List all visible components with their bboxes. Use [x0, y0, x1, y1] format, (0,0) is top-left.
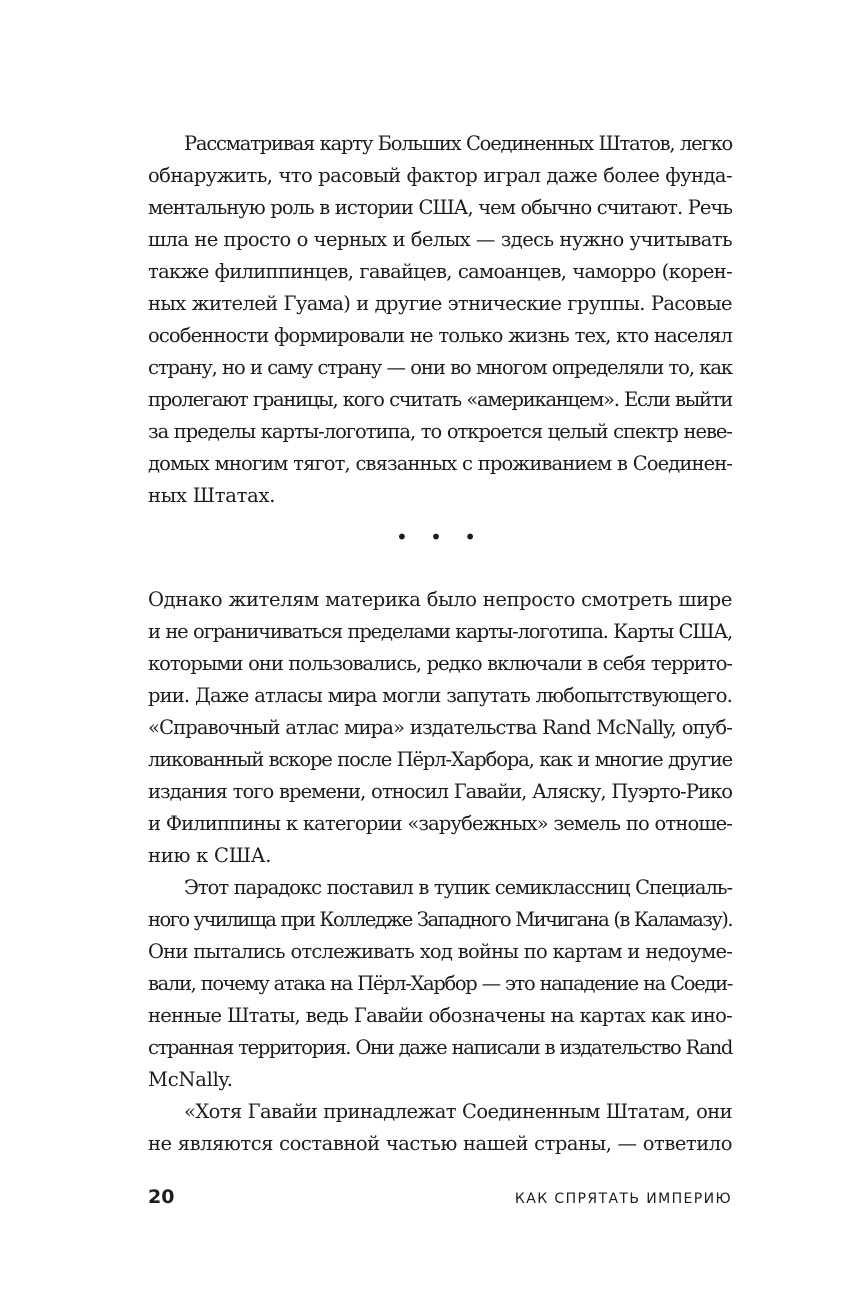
text-line: ного училища при Колледже Западного Мичигана (в Каламазу).: [148, 908, 732, 931]
text-line: домых многим тягот, связанных с проживанием в Соединен-: [148, 452, 732, 475]
text-line: «Хотя Гавайи принадлежат Соединенным Штатам, они: [184, 1100, 732, 1123]
text-line: ных Штатах.: [148, 484, 276, 507]
text-line: вали, почему атака на Пёрл-Харбор — это нападение на Соеди-: [148, 972, 732, 995]
text-line: McNally.: [148, 1068, 233, 1091]
text-line: ментальную роль в истории США, чем обычно считают. Речь: [148, 196, 732, 219]
text-line: «Справочный атлас мира» издательства Rand McNally, опуб-: [148, 716, 732, 739]
text-line: ных жителей Гуама) и другие этнические группы. Расовые: [148, 292, 732, 315]
text-line: обнаружить, что расовый фактор играл даже более фунда-: [148, 164, 732, 187]
text-line: рии. Даже атласы мира могли запутать любопытствующего.: [148, 684, 732, 707]
text-line: особенности формировали не только жизнь тех, кто населял: [148, 324, 732, 347]
text-line: пролегают границы, кого считать «американцем». Если выйти: [148, 388, 732, 411]
text-line: Они пытались отслеживать ход войны по картам и недоуме-: [148, 940, 732, 963]
running-title: КАК СПРЯТАТЬ ИМПЕРИЮ: [514, 1191, 732, 1207]
body-text-section-2: [148, 584, 732, 1160]
text-line: которыми они пользовались, редко включали в себя террито-: [148, 652, 732, 675]
text-line: странная территория. Они даже написали в издательство Rand: [148, 1036, 732, 1059]
text-line: страну, но и саму страну — они во многом определяли то, как: [148, 356, 732, 379]
text-line: не являются составной частью нашей страны, — ответило: [148, 1132, 732, 1155]
text-line: шла не просто о черных и белых — здесь нужно учитывать: [148, 228, 732, 251]
text-line: и Филиппины к категории «зарубежных» земель по отноше-: [148, 812, 732, 835]
page-number: 20: [148, 1186, 175, 1208]
body-text-section-1: [148, 128, 732, 512]
text-line: нию к США.: [148, 844, 272, 867]
section-break-dots: • • •: [395, 525, 485, 549]
text-line: также филиппинцев, гавайцев, самоанцев, чаморро (корен-: [148, 260, 732, 283]
text-line: за пределы карты-логотипа, то откроется целый спектр неве-: [148, 420, 732, 443]
text-line: ненные Штаты, ведь Гавайи обозначены на картах как ино-: [148, 1004, 732, 1027]
text-line: Этот парадокс поставил в тупик семиклассниц Специаль-: [184, 876, 732, 899]
text-line: Рассматривая карту Больших Соединенных Штатов, легко: [184, 132, 732, 155]
text-line: издания того времени, относил Гавайи, Аляску, Пуэрто-Рико: [148, 780, 732, 803]
text-line: ликованный вскоре после Пёрл-Харбора, как и многие другие: [148, 748, 732, 771]
text-line: и не ограничиваться пределами карты-логотипа. Карты США,: [148, 620, 732, 643]
text-line: Однако жителям материка было непросто смотреть шире: [148, 588, 732, 611]
